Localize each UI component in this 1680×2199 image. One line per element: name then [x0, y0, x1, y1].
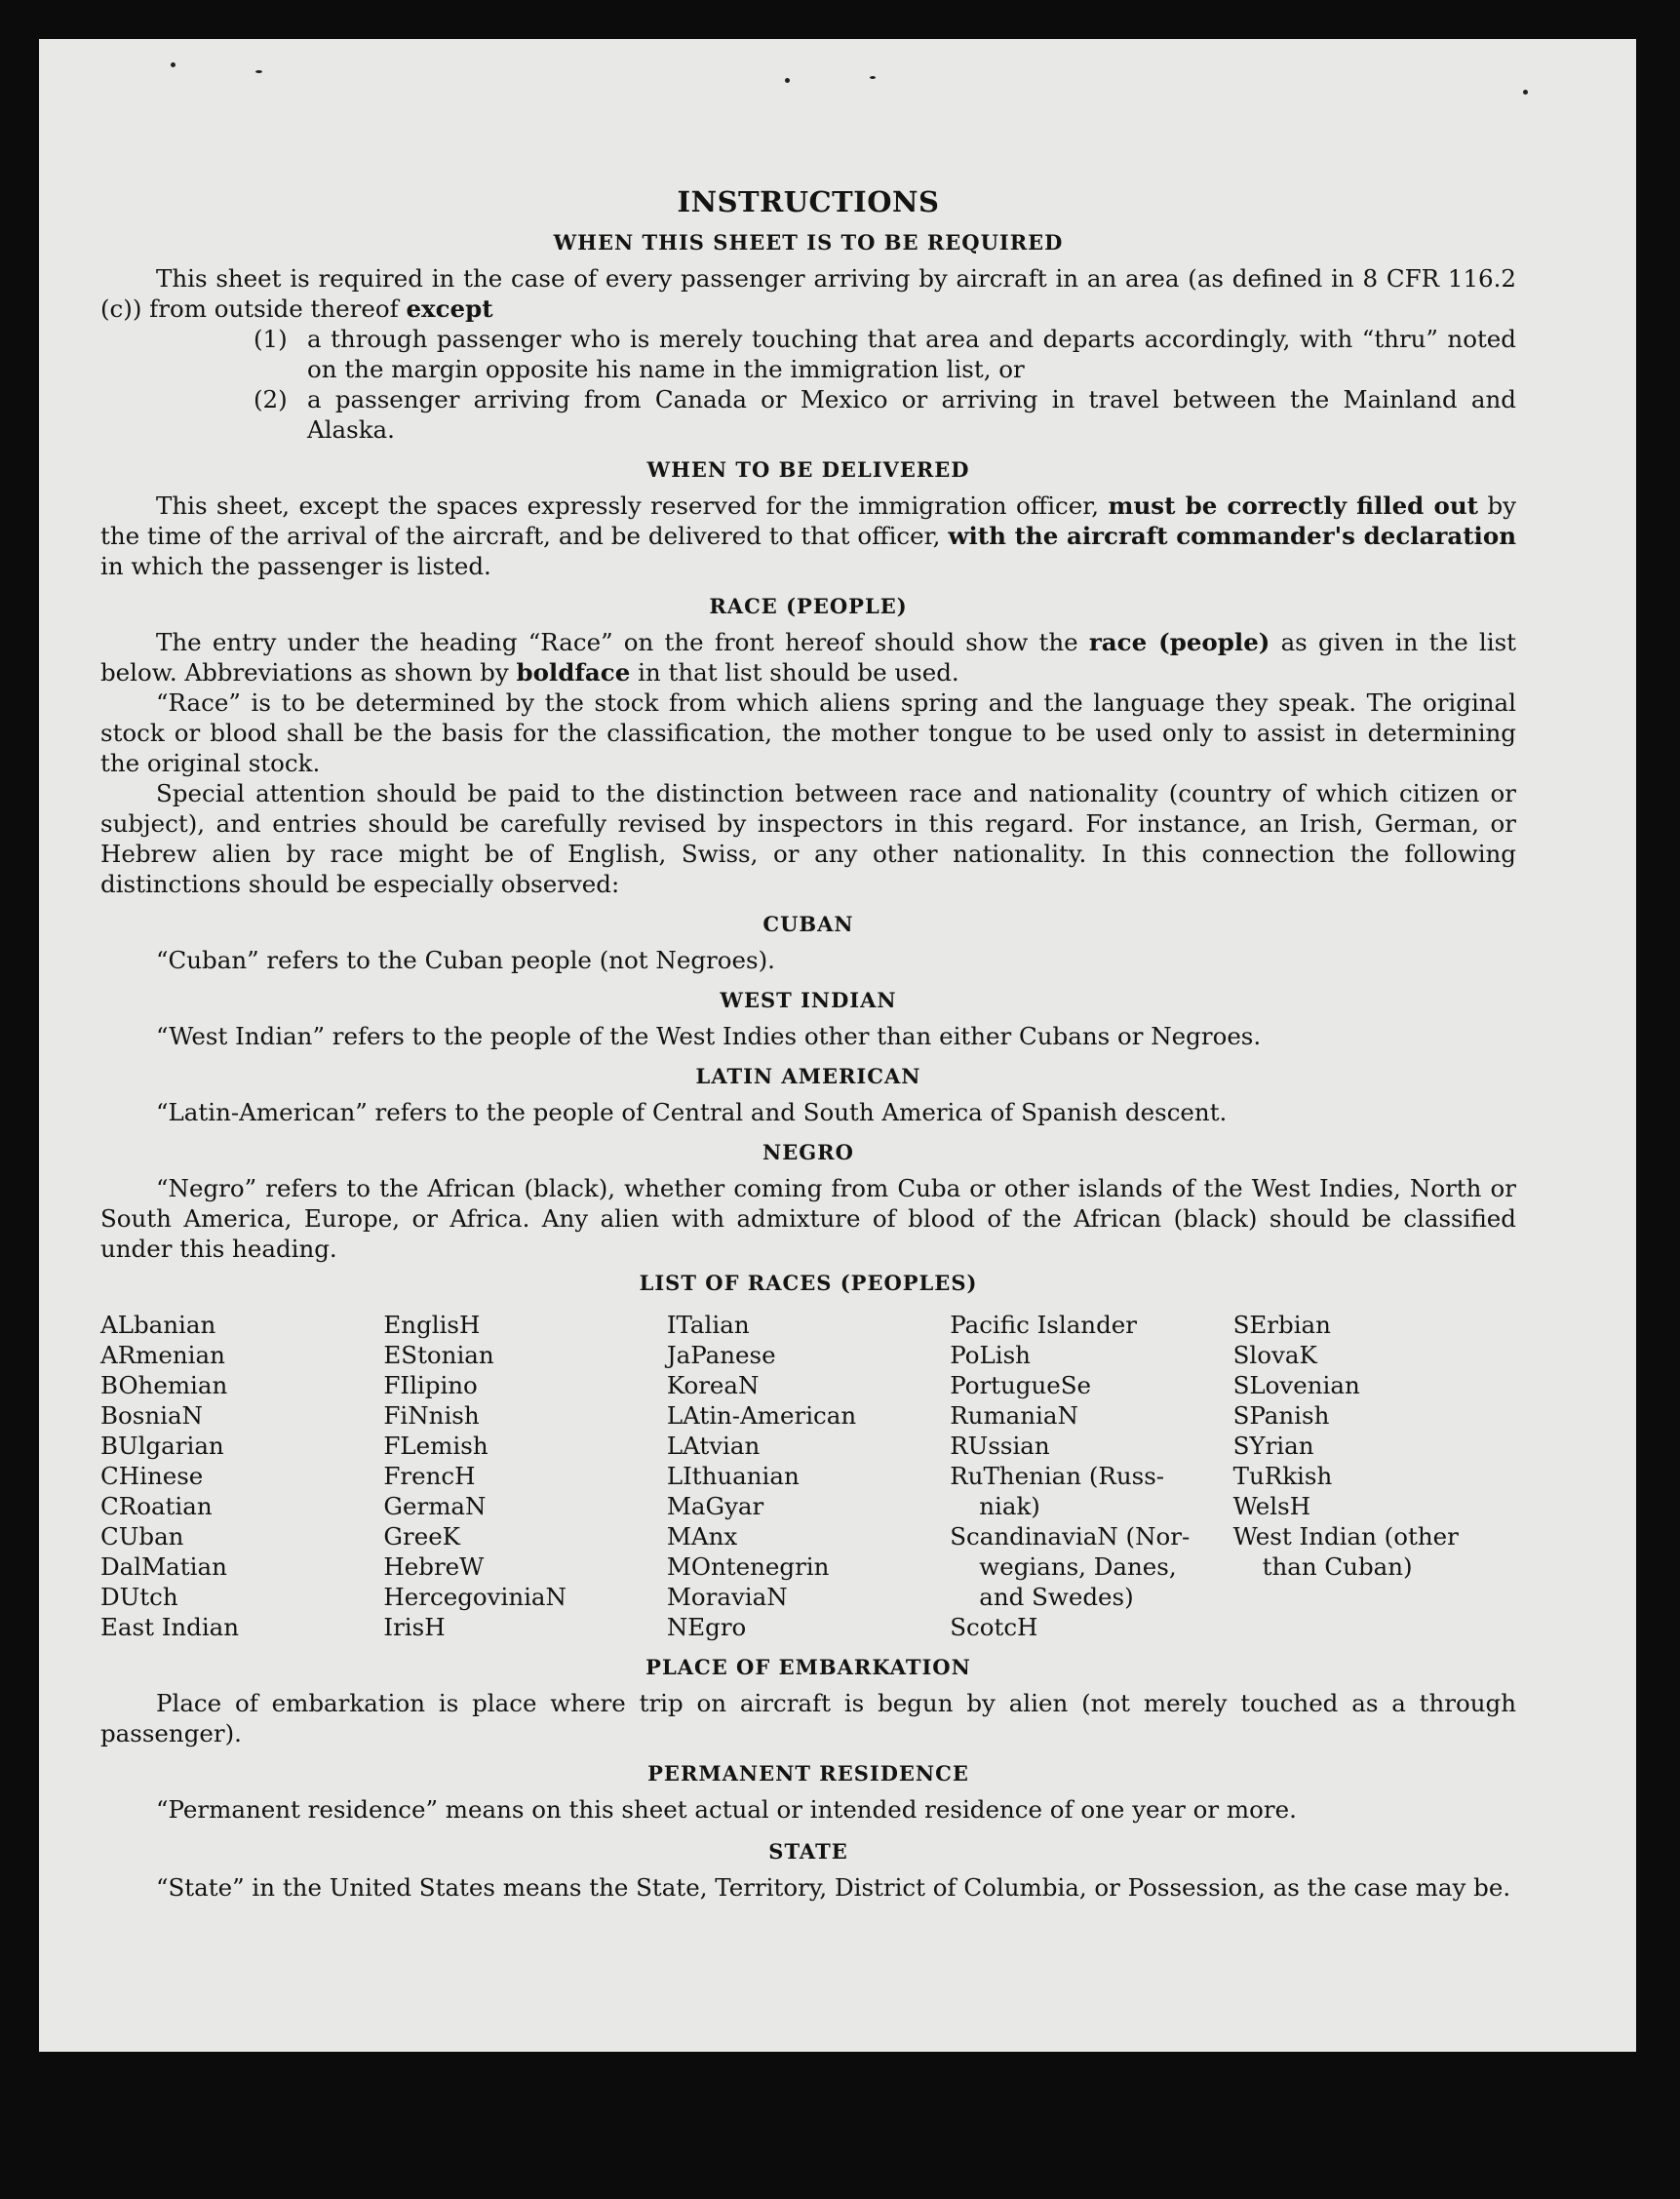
- speck: [1523, 90, 1528, 95]
- race-item-continued: niak): [979, 1492, 1040, 1520]
- speck: [171, 62, 176, 67]
- race-item: WelsH: [1232, 1492, 1311, 1520]
- race-column: [383, 1310, 666, 1642]
- race-text-part: as given in the list below. Abbreviations as shown by: [100, 628, 1516, 687]
- race-item-continued: wegians, Danes,: [979, 1552, 1177, 1581]
- race-item: BUlgarian: [100, 1432, 224, 1460]
- page-title: INSTRUCTIONS: [677, 185, 940, 218]
- section-delivered: [100, 454, 1516, 581]
- delivered-text: [100, 491, 1516, 581]
- required-intro-bold: except: [406, 295, 493, 323]
- race-item: BosniaN: [100, 1401, 203, 1430]
- race-paragraph-1: [100, 627, 1516, 687]
- heading-embarkation: PLACE OF EMBARKATION: [645, 1655, 971, 1679]
- race-column: [950, 1310, 1232, 1642]
- race-item: MoraviaN: [666, 1583, 788, 1611]
- race-item: BOhemian: [100, 1371, 228, 1399]
- race-bold-part: boldface: [516, 658, 631, 687]
- heading-race: RACE (PEOPLE): [709, 594, 908, 618]
- section-list-of-races: [100, 1268, 1516, 1642]
- race-item: TuRkish: [1232, 1462, 1333, 1490]
- race-item: GreeK: [383, 1522, 460, 1551]
- heading-list-of-races: LIST OF RACES (PEOPLES): [639, 1271, 978, 1295]
- section-cuban: [100, 909, 1516, 975]
- race-column: [1233, 1310, 1516, 1642]
- required-intro-text: This sheet is required in the case of every passenger arriving by aircraft in an area (as defined in 8 CFR 116.2 (c)) from outside thereof: [100, 264, 1516, 323]
- cuban-text: “Cuban” refers to the Cuban people (not Negroes).: [156, 946, 775, 974]
- race-item: CUban: [100, 1522, 184, 1551]
- race-item: MOntenegrin: [666, 1552, 830, 1581]
- west-indian-text: “West Indian” refers to the people of the West Indies other than either Cubans or Negroes.: [156, 1022, 1262, 1050]
- race-item: NEgro: [666, 1613, 747, 1641]
- race-item: PortugueSe: [950, 1371, 1092, 1399]
- race-item: ScotcH: [950, 1613, 1038, 1641]
- race-item: CRoatian: [100, 1492, 213, 1520]
- race-item: GermaN: [383, 1492, 487, 1520]
- race-item: HercegoviniaN: [383, 1583, 567, 1611]
- speck: [870, 76, 876, 79]
- delivered-text-part: This sheet, except the spaces expressly reserved for the immigration officer,: [156, 491, 1109, 520]
- exception-text: a through passenger who is merely touching that area and departs accordingly, with “thru” noted on the margin opposite his name in the immigration list, or: [307, 325, 1516, 383]
- race-item: MAnx: [666, 1522, 738, 1551]
- race-item-continued: than Cuban): [1262, 1552, 1413, 1581]
- race-item: EnglisH: [383, 1311, 481, 1339]
- race-item: ITalian: [666, 1311, 750, 1339]
- speck: [255, 70, 262, 73]
- race-item: SYrian: [1232, 1432, 1314, 1460]
- section-race: [100, 591, 1516, 899]
- section-residence: [100, 1758, 1516, 1825]
- exception-item: [254, 324, 1516, 384]
- race-item: FiNnish: [383, 1401, 480, 1430]
- race-item: ALbanian: [100, 1311, 216, 1339]
- race-item: RuThenian (Russ-: [950, 1462, 1165, 1490]
- heading-delivered: WHEN TO BE DELIVERED: [646, 457, 970, 482]
- race-item: ScandinaviaN (Nor-: [950, 1522, 1191, 1551]
- heading-residence: PERMANENT RESIDENCE: [647, 1761, 969, 1786]
- section-state: [100, 1836, 1516, 1903]
- section-latin-american: [100, 1061, 1516, 1127]
- race-item: FLemish: [383, 1432, 488, 1460]
- race-column: [667, 1310, 950, 1642]
- heading-negro: NEGRO: [762, 1140, 854, 1164]
- race-paragraph-3: Special attention should be paid to the distinction between race and nationality (country of which citizen or subject), and entries should be carefully revised by inspectors in this regard. For instance, an Irish, German, or Hebrew alien by race might be of English, Swiss, or any other nationality. In this connection the following distinctions should be especially observed:: [100, 779, 1516, 898]
- race-item: EStonian: [383, 1341, 494, 1369]
- race-item-continued: and Swedes): [979, 1583, 1134, 1611]
- race-item: FIlipino: [383, 1371, 478, 1399]
- delivered-bold-part: with the aircraft commander's declaration: [948, 522, 1517, 550]
- required-intro: [100, 263, 1516, 324]
- race-item: Pacific Islander: [950, 1311, 1137, 1339]
- section-embarkation: [100, 1652, 1516, 1748]
- race-item: JaPanese: [666, 1341, 776, 1369]
- race-item: IrisH: [383, 1613, 446, 1641]
- race-item: FrencH: [383, 1462, 476, 1490]
- race-item: SPanish: [1232, 1401, 1330, 1430]
- heading-west-indian: WEST INDIAN: [720, 988, 897, 1012]
- race-item: RumaniaN: [950, 1401, 1078, 1430]
- exception-text: a passenger arriving from Canada or Mexico or arriving in travel between the Mainland and Alaska.: [307, 385, 1516, 444]
- speck: [785, 78, 790, 83]
- section-negro: [100, 1137, 1516, 1264]
- race-item: DalMatian: [100, 1552, 227, 1581]
- race-item: PoLish: [950, 1341, 1031, 1369]
- residence-text: “Permanent residence” means on this sheet actual or intended residence of one year or more.: [156, 1795, 1297, 1824]
- race-text-part: The entry under the heading “Race” on the front hereof should show the: [156, 628, 1089, 656]
- race-item: SErbian: [1232, 1311, 1331, 1339]
- race-item: LIthuanian: [666, 1462, 800, 1490]
- race-item: East Indian: [100, 1613, 240, 1641]
- delivered-bold-part: must be correctly filled out: [1108, 491, 1478, 520]
- race-paragraph-2: “Race” is to be determined by the stock from which aliens spring and the language they speak. The original stock or blood shall be the basis for the classification, the mother tongue to be used only to assist in determining the original stock.: [100, 688, 1516, 777]
- race-bold-part: race (people): [1088, 628, 1270, 656]
- heading-latin-american: LATIN AMERICAN: [695, 1064, 921, 1088]
- exception-number: (1): [254, 325, 288, 353]
- section-west-indian: [100, 985, 1516, 1051]
- heading-state: STATE: [768, 1839, 848, 1864]
- latin-american-text: “Latin-American” refers to the people of Central and South America of Spanish descent.: [156, 1098, 1228, 1126]
- race-list: [100, 1310, 1516, 1642]
- race-text-part: in that list should be used.: [630, 658, 959, 687]
- heading-required: WHEN THIS SHEET IS TO BE REQUIRED: [553, 230, 1064, 255]
- scan-specks: [39, 39, 1636, 156]
- state-text: “State” in the United States means the State, Territory, District of Columbia, or Possession, as the case may be.: [156, 1873, 1511, 1902]
- race-item: CHinese: [100, 1462, 204, 1490]
- delivered-text-part: in which the passenger is listed.: [100, 552, 491, 580]
- heading-cuban: CUBAN: [762, 912, 854, 936]
- race-item: LAtvian: [666, 1432, 761, 1460]
- race-item: SlovaK: [1232, 1341, 1317, 1369]
- negro-text: “Negro” refers to the African (black), whether coming from Cuba or other islands of the West Indies, North or South America, Europe, or Africa. Any alien with admixture of blood of the African (black) should be classified under this heading.: [100, 1174, 1516, 1263]
- race-item: ARmenian: [100, 1341, 225, 1369]
- race-item: West Indian (other: [1232, 1522, 1459, 1551]
- section-required: [100, 227, 1516, 445]
- race-item: LAtin-American: [666, 1401, 857, 1430]
- delivered-text-part: by the time of the arrival of the aircraft, and be delivered to that officer,: [100, 491, 1516, 550]
- embarkation-text: Place of embarkation is place where trip on aircraft is begun by alien (not merely touched as a through passenger).: [100, 1689, 1516, 1747]
- race-column: [100, 1310, 383, 1642]
- race-item: SLovenian: [1232, 1371, 1360, 1399]
- exception-number: (2): [254, 385, 288, 413]
- race-item: HebreW: [383, 1552, 485, 1581]
- race-item: KoreaN: [666, 1371, 760, 1399]
- race-item: RUssian: [950, 1432, 1050, 1460]
- instruction-sheet: [39, 39, 1636, 2052]
- race-item: MaGyar: [666, 1492, 764, 1520]
- exception-item: [254, 384, 1516, 445]
- race-item: DUtch: [100, 1583, 178, 1611]
